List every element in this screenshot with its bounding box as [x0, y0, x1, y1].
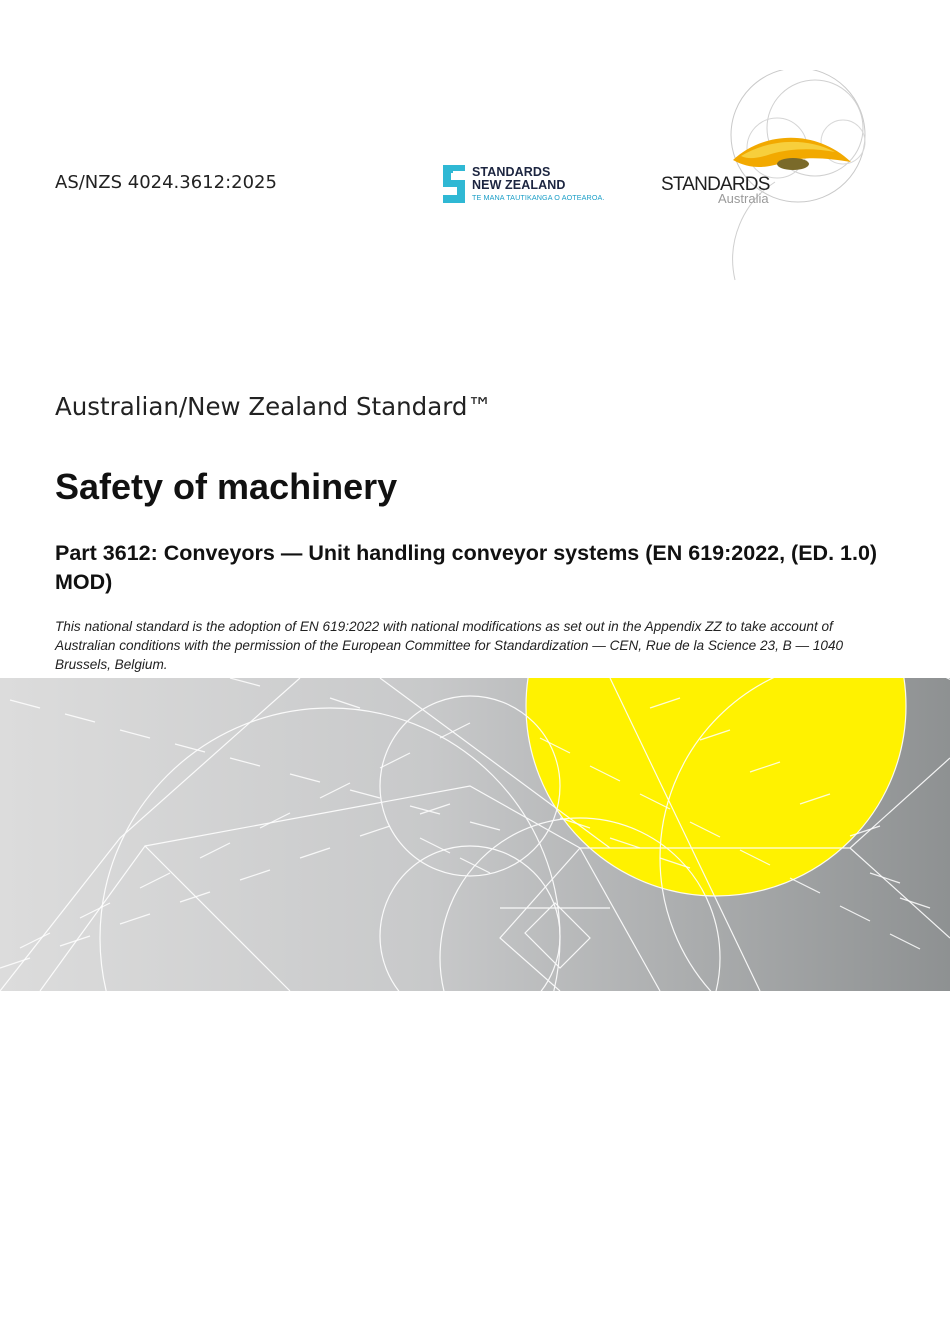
- main-title: Safety of machinery: [55, 466, 398, 507]
- standards-australia-word: STANDARDS: [661, 174, 770, 195]
- document-number: AS/NZS 4024.3612:2025: [55, 172, 277, 193]
- standards-nz-line2: NEW ZEALAND: [472, 178, 566, 192]
- cover-art: [0, 678, 950, 991]
- standards-nz-line1: STANDARDS: [472, 165, 551, 179]
- geometric-pattern-icon: [0, 678, 950, 991]
- standard-type: Australian/New Zealand Standard™: [55, 392, 492, 421]
- standards-nz-mark-icon: [443, 165, 465, 203]
- standards-australia-sub: Australia: [718, 191, 769, 206]
- part-title: Part 3612: Conveyors — Unit handling conveyor systems (EN 619:2022, (ED. 1.0) MOD): [55, 541, 878, 594]
- standards-nz-tagline: TE MANA TAUTIKANGA O AOTEAROA.: [472, 193, 605, 202]
- adoption-note: This national standard is the adoption of EN 619:2022 with national modifications as set out in the Appendix ZZ to take account of Australian conditions with the permission of the European Committee for Standardization — CEN, Rue de la Science 23, B — 1040 Brussels, Belgium.: [55, 619, 844, 672]
- standards-australia-logo: [655, 70, 875, 285]
- standards-nz-logo: [443, 165, 613, 205]
